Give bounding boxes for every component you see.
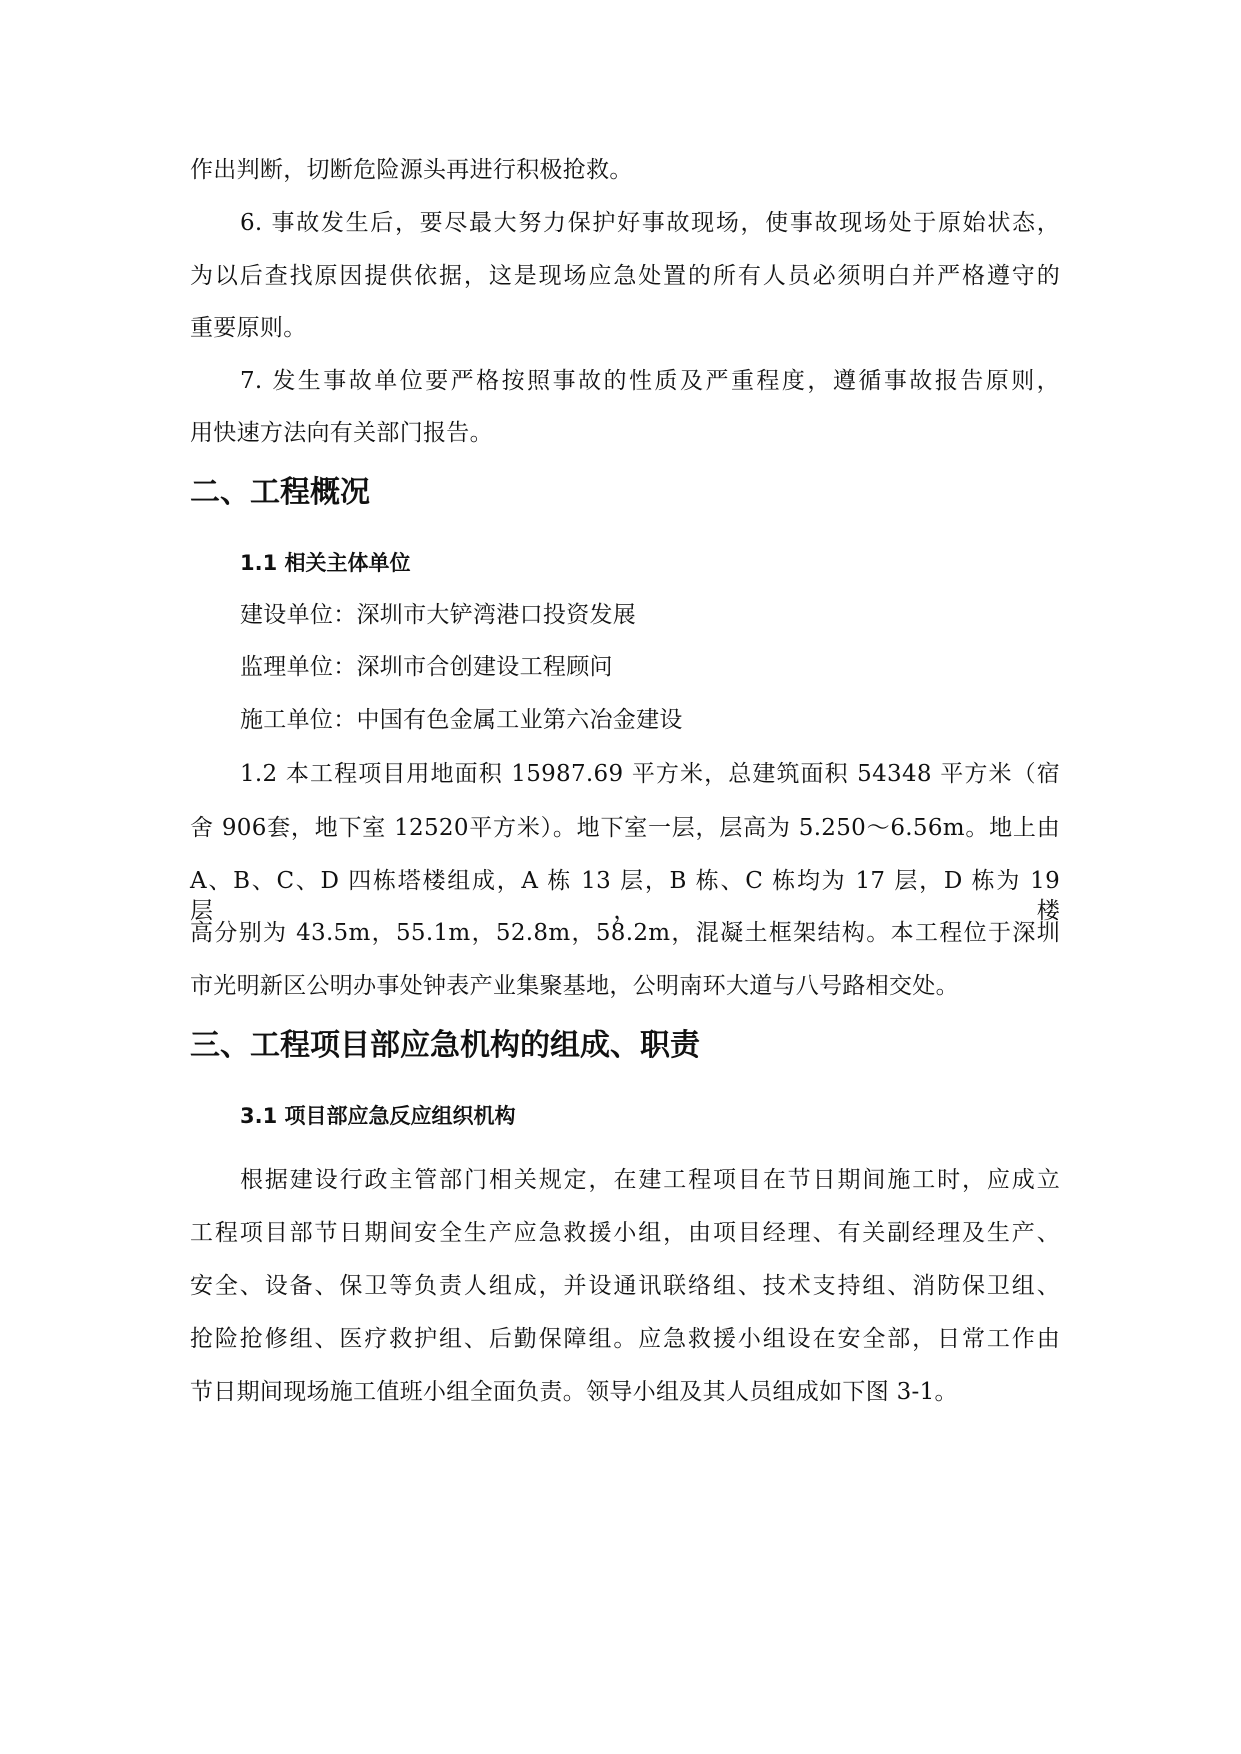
- paragraph-line: 工程项目部节日期间安全生产应急救援小组，由项目经理、有关副经理及生产、: [190, 1220, 1060, 1246]
- paragraph-line: 舍 906套，地下室 12520平方米）。地下室一层，层高为 5.250～6.56m。地上由: [190, 815, 1060, 841]
- paragraph-line: 为以后查找原因提供依据，这是现场应急处置的所有人员必须明白并严格遵守的: [190, 263, 1060, 289]
- paragraph-line: 市光明新区公明办事处钟表产业集聚基地，公明南环大道与八号路相交处。: [190, 973, 959, 999]
- supervision-unit: 监理单位：深圳市合创建设工程顾问: [240, 654, 613, 680]
- paragraph-line: 安全、设备、保卫等负责人组成，并设通讯联络组、技术支持组、消防保卫组、: [190, 1273, 1060, 1299]
- paragraph-line: A、B、C、D 四栋塔楼组成，A 栋 13 层，B 栋、C 栋均为 17 层，D 栋为 19 层，楼: [190, 868, 1060, 924]
- paragraph-line: 根据建设行政主管部门相关规定，在建工程项目在节日期间施工时，应成立: [240, 1167, 1060, 1193]
- paragraph-line: 作出判断，切断危险源头再进行积极抢救。: [190, 157, 633, 183]
- paragraph-line: 7. 发生事故单位要严格按照事故的性质及严重程度，遵循事故报告原则，: [240, 368, 1060, 394]
- paragraph-line: 重要原则。: [190, 315, 307, 341]
- section-heading: 二、工程概况: [190, 475, 370, 510]
- construction-unit: 建设单位：深圳市大铲湾港口投资发展: [240, 602, 637, 628]
- section-heading: 三、工程项目部应急机构的组成、职责: [190, 1028, 700, 1063]
- paragraph-line: 节日期间现场施工值班小组全面负责。领导小组及其人员组成如下图 3-1。: [190, 1379, 958, 1405]
- paragraph-line: 高分别为 43.5m，55.1m，52.8m，58.2m，混凝土框架结构。本工程位于深圳: [190, 920, 1060, 946]
- paragraph-line: 用快速方法向有关部门报告。: [190, 420, 493, 446]
- builder-unit: 施工单位：中国有色金属工业第六冶金建设: [240, 707, 683, 733]
- paragraph-line: 1.2 本工程项目用地面积 15987.69 平方米，总建筑面积 54348 平方米（宿: [240, 761, 1060, 787]
- paragraph-line: 6. 事故发生后，要尽最大努力保护好事故现场，使事故现场处于原始状态，: [240, 210, 1060, 236]
- paragraph-line: 抢险抢修组、医疗救护组、后勤保障组。应急救援小组设在安全部，日常工作由: [190, 1326, 1060, 1352]
- subsection-heading: 1.1 相关主体单位: [240, 551, 411, 575]
- subsection-heading: 3.1 项目部应急反应组织机构: [240, 1104, 516, 1128]
